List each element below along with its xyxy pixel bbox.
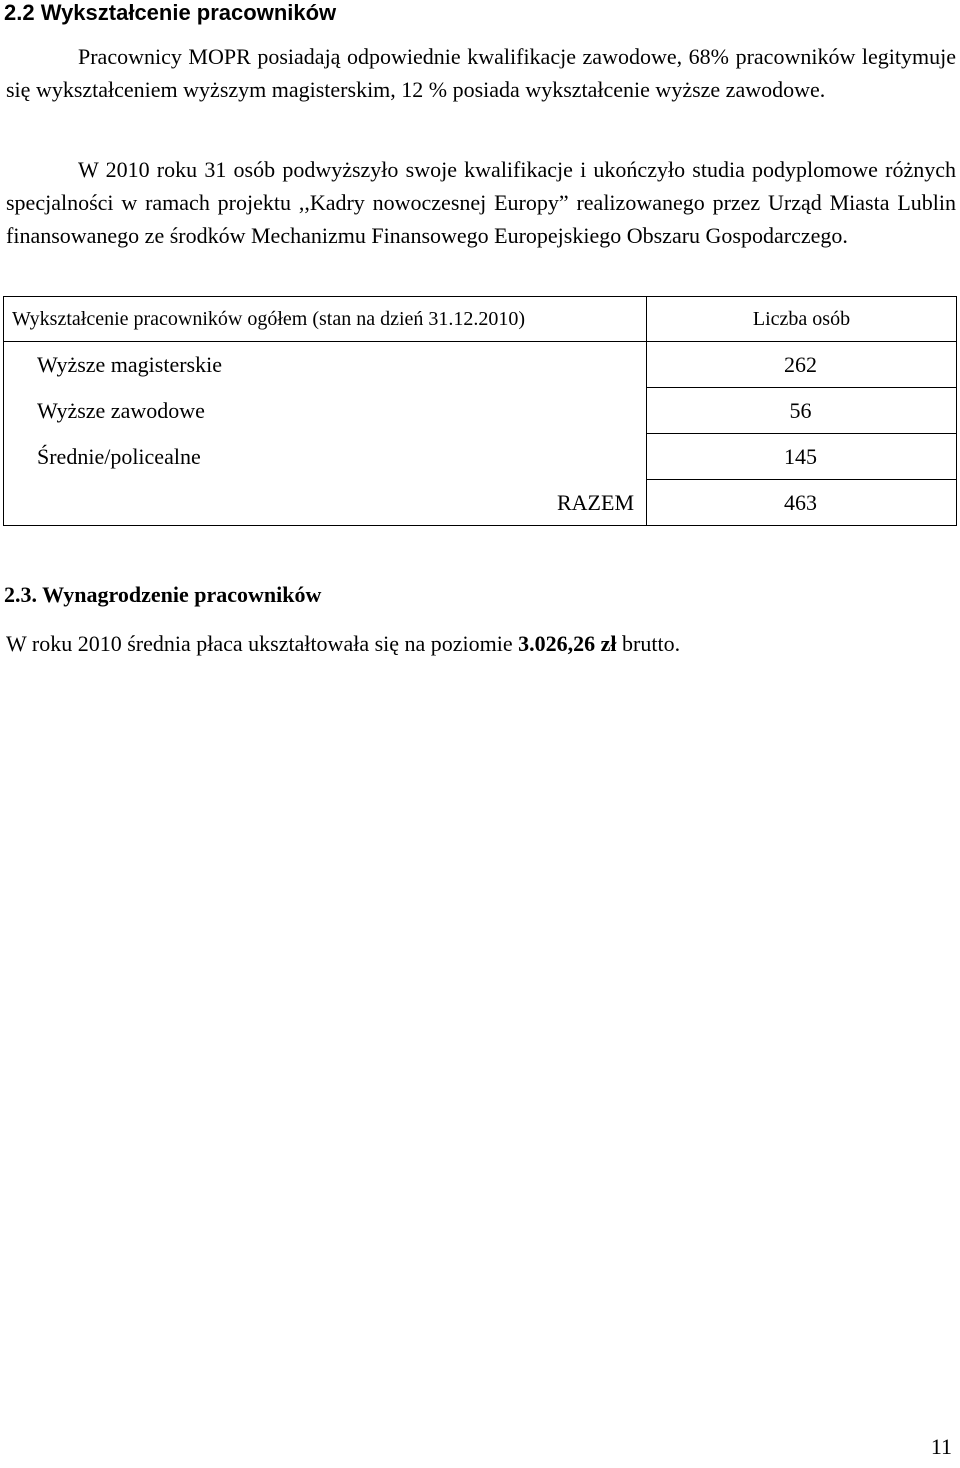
- row-label: Wyższe zawodowe: [4, 388, 647, 434]
- section-heading: 2.2 Wykształcenie pracowników: [4, 0, 337, 25]
- page-number: 11: [930, 1434, 952, 1459]
- total-label: RAZEM: [4, 480, 647, 526]
- row-value: 145: [647, 434, 957, 480]
- row-label: Wyższe magisterskie: [4, 342, 647, 388]
- table-total-row: [4, 480, 957, 526]
- table-header-row: [4, 297, 957, 342]
- row-value: 56: [647, 388, 957, 434]
- salary-text-after: brutto.: [616, 631, 681, 656]
- row-value: 262: [647, 342, 957, 388]
- salary-paragraph: [6, 627, 680, 660]
- header-count: Liczba osób: [647, 297, 957, 342]
- table-row: [4, 342, 957, 388]
- education-table: [3, 296, 957, 526]
- table-row: [4, 434, 957, 480]
- paragraph-qualifications: Pracownicy MOPR posiadają odpowiednie kwalifikacje zawodowe, 68% pracowników legitymuje się wykształceniem wyższym magisterskim, 12 % posiada wykształcenie wyższe zawodowe.: [6, 44, 956, 102]
- subsection-heading: 2.3. Wynagrodzenie pracowników: [4, 582, 322, 607]
- paragraph-postgraduate: W 2010 roku 31 osób podwyższyło swoje kwalifikacje i ukończyło studia podyplomowe różnych specjalności w ramach projektu ,,Kadry nowoczesnej Europy” realizowanego przez Urząd Miasta Lublin finansowanego ze środków Mechanizmu Finansowego Europejskiego Obszaru Gospodarczego.: [6, 157, 956, 248]
- row-label: Średnie/policealne: [4, 434, 647, 480]
- header-education: Wykształcenie pracowników ogółem (stan na dzień 31.12.2010): [4, 297, 647, 342]
- table-row: [4, 388, 957, 434]
- salary-text-before: W roku 2010 średnia płaca ukształtowała się na poziomie: [6, 631, 519, 656]
- salary-amount: 3.026,26 zł: [518, 631, 617, 656]
- total-value: 463: [647, 480, 957, 526]
